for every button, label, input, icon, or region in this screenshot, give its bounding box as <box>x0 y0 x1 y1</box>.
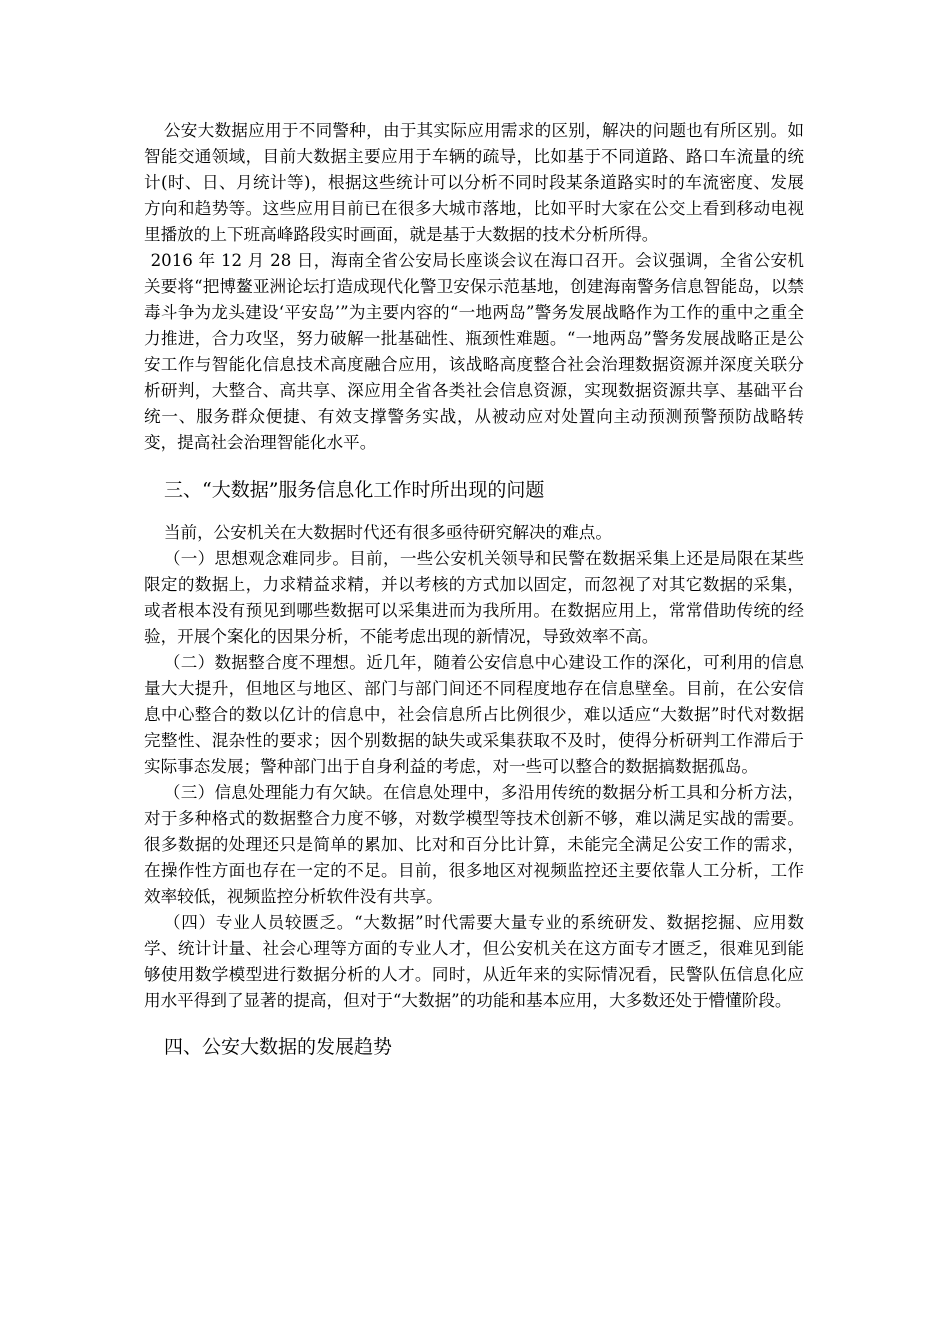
document-body <box>144 118 804 1062</box>
section-3-paragraph-2: （二）数据整合度不理想。近几年，随着公安信息中心建设工作的深化，可利用的信息量大大提升，但地区与地区、部门与部门间还不同程度地存在信息壁垒。目前，在公安信息中心整合的数以亿计的信息中，社会信息所占比例很少，难以适应“大数据”时代对数据完整性、混杂性的要求；因个别数据的缺失或采集获取不及时，使得分析研判工作滞后于实际事态发展；警种部门出于自身利益的考虑，对一些可以整合的数据搞数据孤岛。 <box>144 653 804 776</box>
section-3-heading: 三、“大数据”服务信息化工作时所出现的问题 <box>164 479 545 501</box>
section-3-paragraph-4: （四）专业人员较匮乏。“大数据”时代需要大量专业的系统研发、数据挖掘、应用数学、统计计量、社会心理等方面的专业人才，但公安机关在这方面专才匮乏，很难见到能够使用数学模型进行数据分析的人才。同时，从近年来的实际情况看，民警队伍信息化应用水平得到了显著的提高，但对于“大数据”的功能和基本应用，大多数还处于懵懂阶段。 <box>144 913 804 1010</box>
section-3-paragraph-3: （三）信息处理能力有欠缺。在信息处理中，多沿用传统的数据分析工具和分析方法，对于多种格式的数据整合力度不够，对数学模型等技术创新不够，难以满足实战的需要。很多数据的处理还只是简单的累加、比对和百分比计算，未能完全满足公安工作的需求，在操作性方面也存在一定的不足。目前，很多地区对视频监控还主要依靠人工分析，工作效率较低，视频监控分析软件没有共享。 <box>144 783 804 906</box>
section-3-paragraph-1: （一）思想观念难同步。目前，一些公安机关领导和民警在数据采集上还是局限在某些限定的数据上，力求精益求精，并以考核的方式加以固定，而忽视了对其它数据的采集，或者根本没有预见到哪些数据可以采集进而为我所用。在数据应用上，常常借助传统的经验，开展个案化的因果分析，不能考虑出现的新情况，导致效率不高。 <box>144 549 804 646</box>
intro-paragraph-2: 2016 年 12 月 28 日，海南全省公安局长座谈会议在海口召开。会议强调，全省公安机关要将“把博鳌亚洲论坛打造成现代化警卫安保示范基地，创建海南警务信息智能岛，以禁毒斗争为龙头建设‘平安岛’”为主要内容的“一地两岛”警务发展战略作为工作的重中之重全力推进，合力攻坚，努力破解一批基础性、瓶颈性难题。“一地两岛”警务发展战略正是公安工作与智能化信息技术高度融合应用，该战略高度整合社会治理数据资源并深度关联分析研判，大整合、高共享、深应用全省各类社会信息资源，实现数据资源共享、基础平台统一、服务群众便捷、有效支撑警务实战，从被动应对处置向主动预测预警预防战略转变，提高社会治理智能化水平。 <box>144 251 804 452</box>
section-4-heading: 四、公安大数据的发展趋势 <box>164 1036 393 1058</box>
section-3-paragraph-intro: 当前，公安机关在大数据时代还有很多亟待研究解决的难点。 <box>163 523 612 542</box>
intro-paragraph-1: 公安大数据应用于不同警种，由于其实际应用需求的区别，解决的问题也有所区别。如智能交通领域，目前大数据主要应用于车辆的疏导，比如基于不同道路、路口车流量的统计(时、日、月统计等)，根据这些统计可以分析不同时段某条道路实时的车流密度、发展方向和趋势等。这些应用目前已在很多大城市落地，比如平时大家在公交上看到移动电视里播放的上下班高峰路段实时画面，就是基于大数据的技术分析所得。 <box>144 121 804 244</box>
